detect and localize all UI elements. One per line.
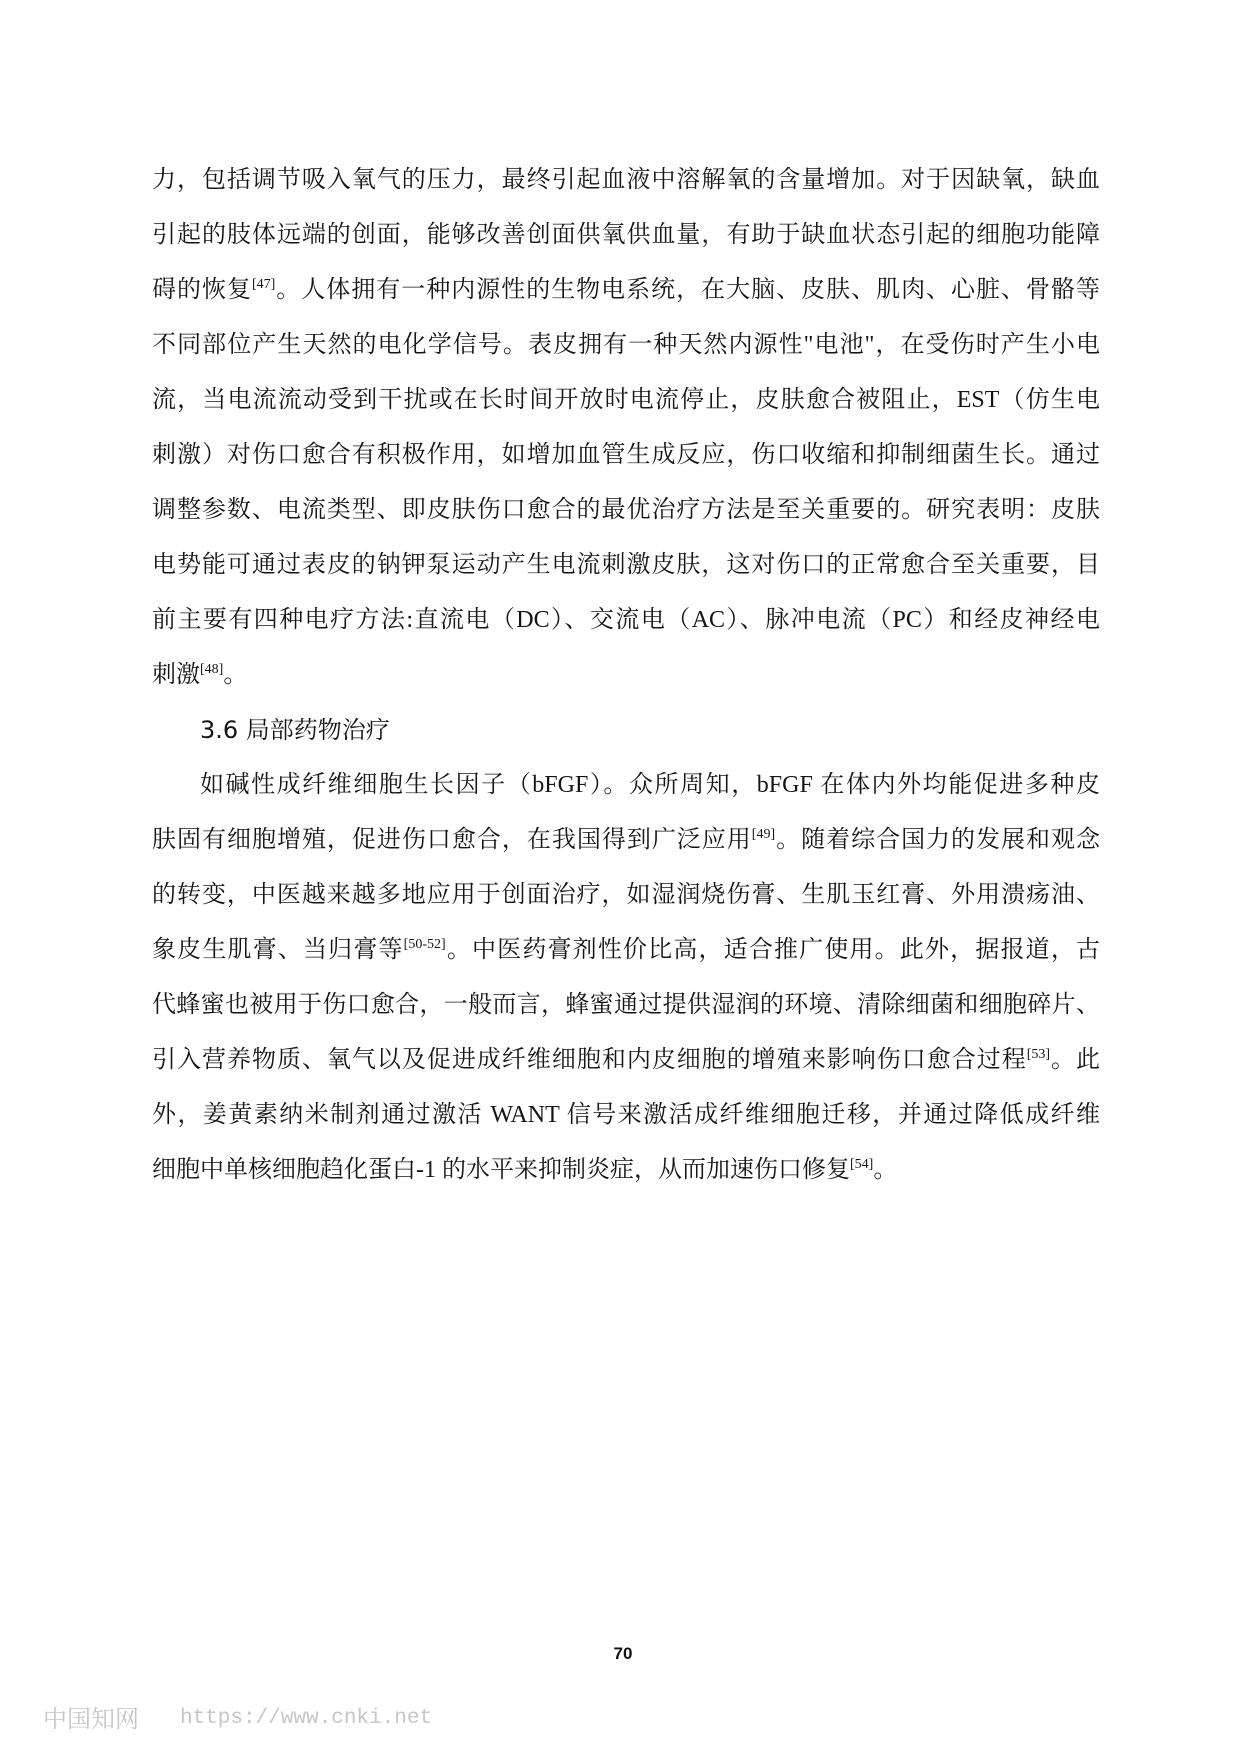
section-heading: 3.6 局部药物治疗 — [200, 716, 390, 744]
text-segment: 细胞中单核细胞趋化蛋白-1 的水平来抑制炎症，从而加速伤口修复 — [152, 1157, 850, 1183]
text-line — [152, 1143, 1100, 1198]
text-segment: 。此 — [1050, 1047, 1100, 1073]
citation-superscript: [53] — [1026, 1047, 1051, 1062]
citation-superscript: [54] — [850, 1157, 874, 1172]
page-number: 70 — [613, 1644, 633, 1663]
text-line — [152, 1033, 1100, 1088]
citation-superscript: [49] — [751, 827, 776, 842]
text-segment: 碍的恢复 — [152, 277, 252, 303]
text-segment: 。 — [873, 1157, 898, 1183]
text-line: 的转变，中医越来越多地应用于创面治疗，如湿润烧伤膏、生肌玉红膏、外用溃疡油、 — [152, 882, 1100, 908]
text-line — [152, 923, 1100, 978]
page-body — [152, 153, 1100, 1198]
citation-superscript: [48] — [200, 662, 224, 677]
paragraph-continued — [152, 153, 1100, 703]
paragraph-topical-drug-therapy — [152, 758, 1100, 1198]
text-line: 刺激）对伤口愈合有积极作用，如增加血管生成反应，伤口收缩和抑制细菌生长。通过 — [152, 442, 1100, 468]
text-line: 代蜂蜜也被用于伤口愈合，一般而言，蜂蜜通过提供湿润的环境、清除细菌和细胞碎片、 — [152, 992, 1100, 1018]
text-line: 流，当电流流动受到干扰或在长时间开放时电流停止，皮肤愈合被阻止，EST（仿生电 — [152, 387, 1100, 413]
text-segment: 。人体拥有一种内源性的生物电系统，在大脑、皮肤、肌肉、心脏、骨骼等 — [275, 277, 1101, 303]
citation-superscript: [50-52] — [403, 937, 446, 952]
text-line: 外，姜黄素纳米制剂通过激活 WANT 信号来激活成纤维细胞迁移，并通过降低成纤维 — [152, 1102, 1100, 1128]
text-line: 如碱性成纤维细胞生长因子（bFGF）。众所周知，bFGF 在体内外均能促进多种皮 — [200, 772, 1100, 798]
text-line — [152, 263, 1100, 318]
text-segment: 。中医药膏剂性价比高，适合推广使用。此外，据报道，古 — [445, 937, 1101, 963]
text-line: 调整参数、电流类型、即皮肤伤口愈合的最优治疗方法是至关重要的。研究表明：皮肤 — [152, 497, 1100, 523]
citation-superscript: [47] — [251, 277, 276, 292]
text-line — [152, 813, 1100, 868]
text-line: 引起的肢体远端的创面，能够改善创面供氧供血量，有助于缺血状态引起的细胞功能障 — [152, 222, 1100, 248]
text-segment: 引入营养物质、氧气以及促进成纤维细胞和内皮细胞的增殖来影响伤口愈合过程 — [152, 1047, 1027, 1073]
text-line: 不同部位产生天然的电化学信号。表皮拥有一种天然内源性"电池"，在受伤时产生小电 — [152, 332, 1100, 358]
text-segment: 肤固有细胞增殖，促进伤口愈合，在我国得到广泛应用 — [152, 827, 752, 853]
text-line: 前主要有四种电疗方法:直流电（DC）、交流电（AC）、脉冲电流（PC）和经皮神经电 — [152, 607, 1100, 633]
text-line: 电势能可通过表皮的钠钾泵运动产生电流刺激皮肤，这对伤口的正常愈合至关重要，目 — [152, 552, 1100, 578]
text-segment: 。 — [223, 662, 248, 688]
text-segment: 。随着综合国力的发展和观念 — [775, 827, 1101, 853]
text-segment: 象皮生肌膏、当归膏等 — [152, 937, 404, 963]
watermark-url: https://www.cnki.net — [180, 1707, 433, 1730]
watermark-logo-text: 中国知网 — [43, 1705, 139, 1733]
text-segment: 刺激 — [152, 662, 200, 688]
text-line — [152, 648, 1100, 703]
text-line: 力，包括调节吸入氧气的压力，最终引起血液中溶解氧的含量增加。对于因缺氧，缺血 — [152, 167, 1100, 193]
